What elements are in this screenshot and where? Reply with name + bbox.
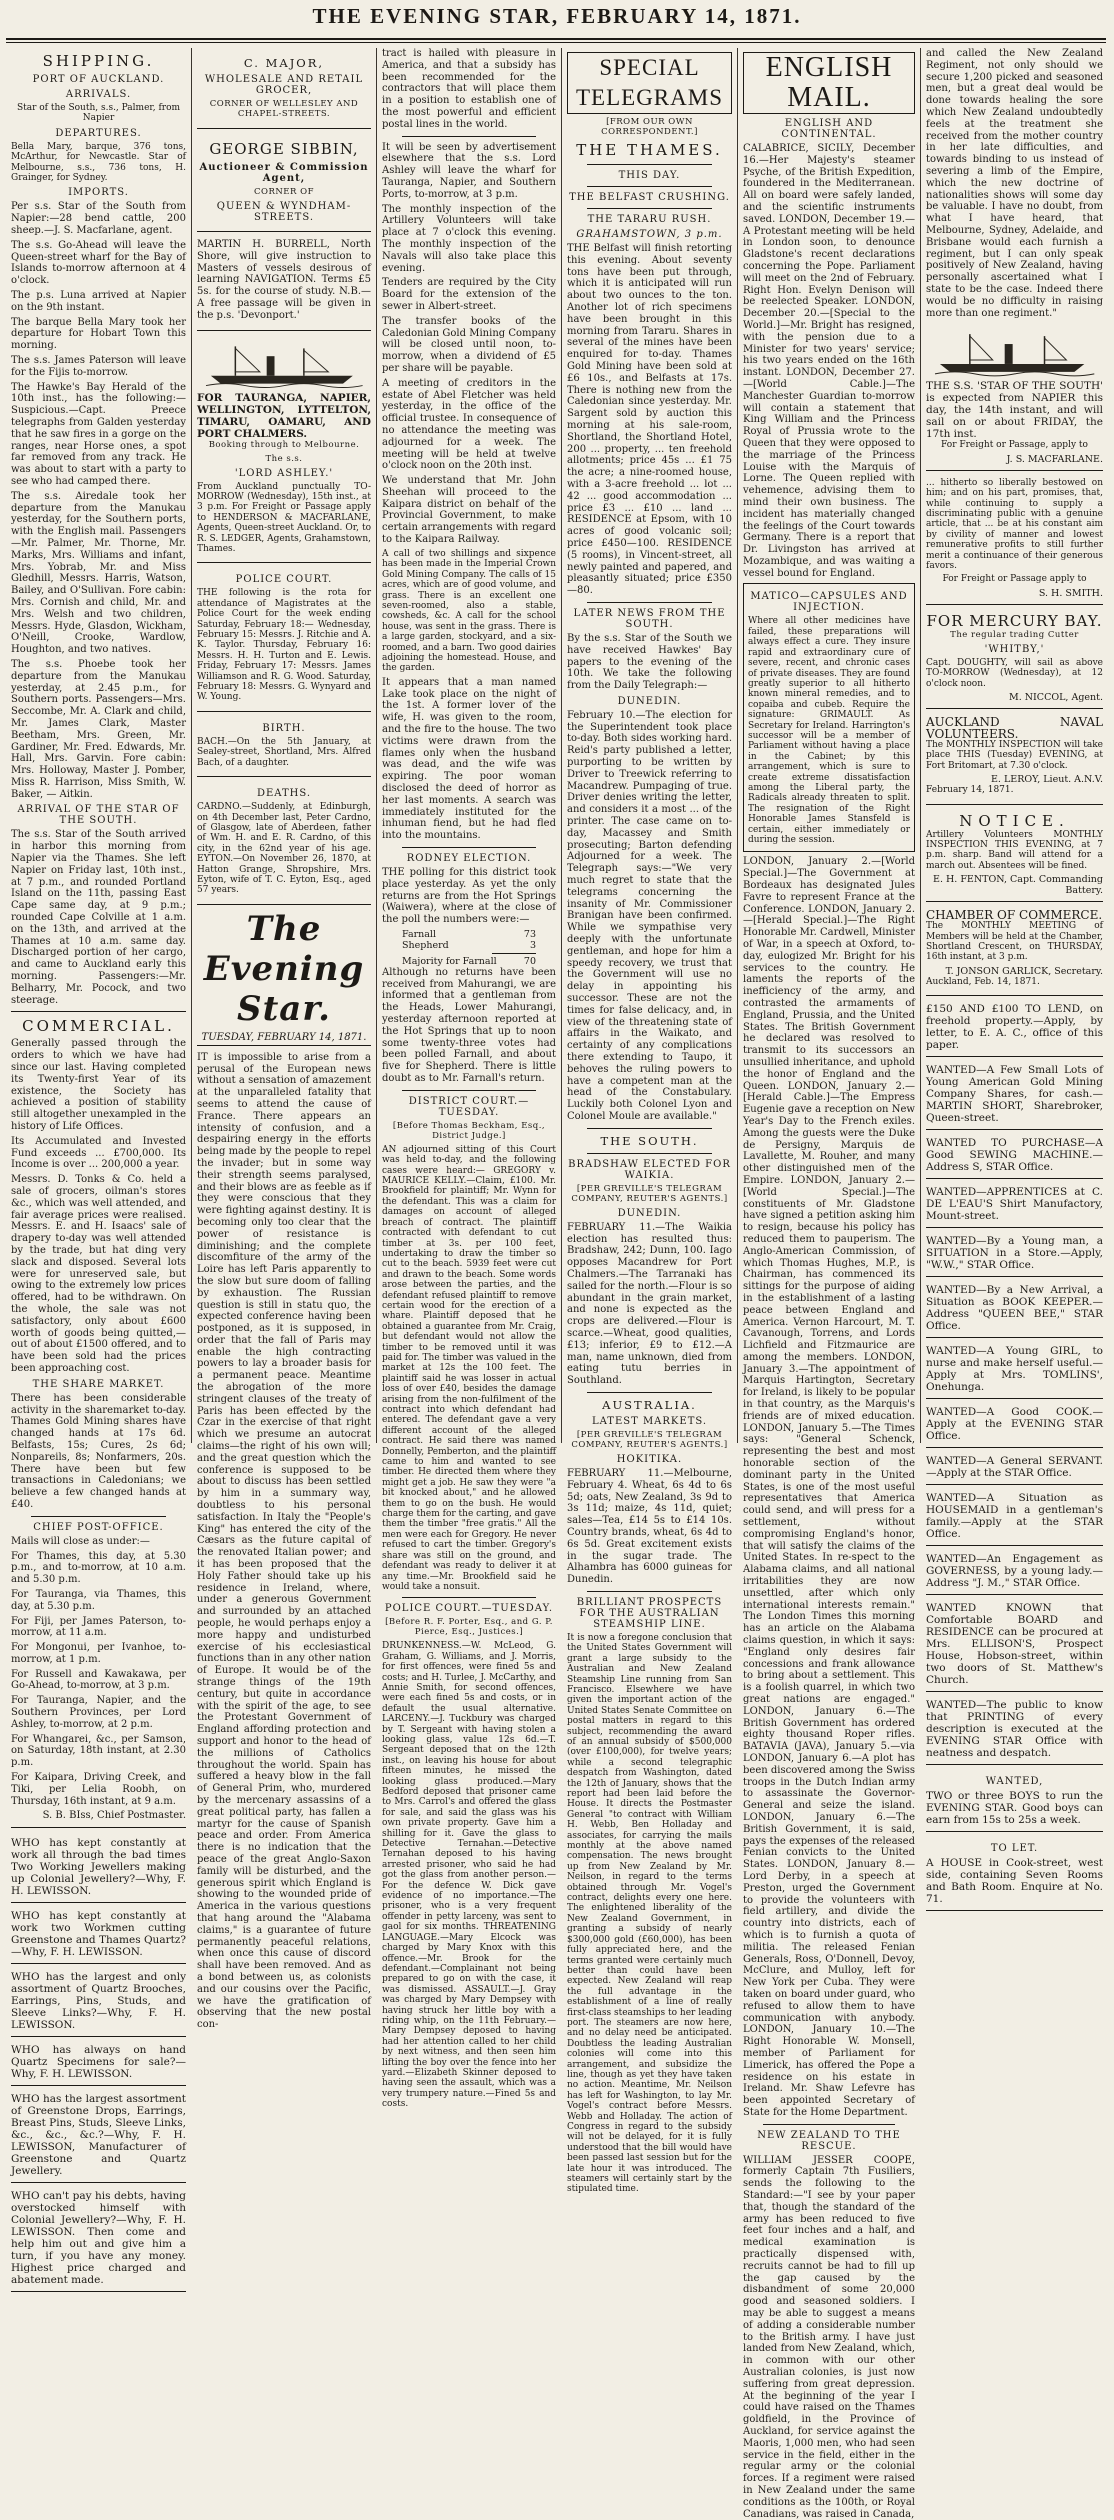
divider: [587, 1153, 712, 1154]
arrival-heading: ARRIVAL OF THE STAR OF THE SOUTH.: [17, 804, 180, 827]
chamber-sign: T. JONSON GARLICK, Secretary.: [945, 965, 1103, 977]
district-court-heading: DISTRICT COURT.—TUESDAY.: [408, 1095, 530, 1118]
major-address: CORNER OF WELLESLEY AND CHAPEL-STREETS.: [209, 99, 359, 119]
wanted-heading: WANTED,: [985, 1776, 1044, 1788]
column-3: [377, 48, 561, 2110]
column-4: [562, 48, 737, 2195]
divider: [763, 2124, 895, 2125]
arrivals-heading: ARRIVALS.: [65, 89, 132, 100]
mercury-sub: The regular trading Cutter: [950, 629, 1079, 640]
to-let-text: A HOUSE in Cook-street, west side, containing Seven Rooms and Bath Room. Enquire at No. 71.: [926, 1857, 1103, 1906]
wanted-ad: [926, 1341, 1103, 1399]
local-news: The transfer books of the Caledonian Gold Mining Company will be closed until noon, to-morrow, when a dividend of £5 per share will be payable.: [382, 315, 556, 374]
australia-heading: AUSTRALIA.: [602, 1397, 697, 1412]
shipping-news: The p.s. Luna arrived at Napier on the 9th instant.: [11, 290, 186, 313]
steamship-illustration: [935, 330, 1094, 376]
smith-ad: [926, 474, 1103, 605]
brilliant-heading: BRILLIANT PROSPECTS FOR THE AUSTRALIAN STEAMSHIP LINE.: [576, 1596, 723, 1630]
wanted-ad: [926, 1280, 1103, 1338]
departures-text: Bella Mary, barque, 376 tons, McArthur, for Newcastle. Star of Melbourne, s.s., 736 tons, H. Grainger, for Sydney.: [11, 141, 186, 184]
column-2: [192, 48, 376, 2031]
shipping-news: The s.s. Go-Ahead will leave the Queen-street wharf for the Bay of Islands to-morrow afternoon at 4 o'clock.: [11, 239, 186, 287]
police-rota-heading: POLICE COURT.: [235, 574, 333, 586]
wanted-ad: [926, 1060, 1103, 1130]
tauranga-booking: Booking through to Melbourne.: [208, 439, 360, 450]
post-office-intro: Mails will close as under:—: [11, 1535, 150, 1547]
mercury-ship: 'WHITBY,': [984, 643, 1045, 655]
poll-row: [402, 929, 536, 940]
arrivals-text: Star of the South, s.s., Palmer, from Napier: [16, 103, 181, 124]
masthead: [0, 4, 1114, 38]
major-name: C. MAJOR,: [243, 56, 325, 70]
sibbin-name: GEORGE SIBBIN,: [209, 140, 359, 158]
rodney-heading: RODNEY ELECTION.: [406, 852, 532, 864]
australia-sub: [PER GREVILLE'S TELEGRAM COMPANY, REUTER'S AGENTS.]: [571, 1429, 728, 1450]
leader-continued: tract is hailed with pleasure in America, and that a subsidy has been recommended for the contractors that will place them in a position to establish one of the most powerful and efficient postal lines in the world.: [382, 48, 556, 130]
divider: [402, 1597, 536, 1598]
candidate-name: Farnall: [402, 928, 437, 940]
wanted-text: WANTED TO PURCHASE—A Good SEWING MACHINE.—Address S, STAR Office.: [926, 1137, 1103, 1174]
wanted-boys-text: TWO or three BOYS to run the EVENING STAR. Good boys can earn from 15s to 25s a week.: [926, 1790, 1103, 1827]
smith-apply: For Freight or Passage apply to: [942, 574, 1087, 585]
divider: [587, 1128, 712, 1129]
local-news: We understand that Mr. John Sheehan will proceed to the Kaipara district on behalf of the Provincial Government, to make certain arrangements with regard to the Kaipara Railway.: [382, 475, 556, 546]
south-heading: THE SOUTH.: [600, 1133, 699, 1148]
naval-volunteers-ad: [926, 712, 1103, 805]
latest-markets: LATEST MARKETS.: [591, 1415, 708, 1427]
postmaster-signature: S. B. BIss, Chief Postmaster.: [42, 1810, 186, 1822]
jeweller-ad: [11, 1967, 186, 2037]
shipping-news: The s.s. Phoebe took her departure from the Manukau yesterday, at 2.45 p.m., for Southern ports. Passengers—Mrs. Seccombe, Mr. A. Clark and child, Mr. James Clark, Master Beetham, Mrs. Green, Mr. Gardiner, Mr. Fred. Edwards, Mr. Hall, Mrs. Garvin. Fore cabin: Mrs. Holloway, Master J. Pomber, Miss R. Harrison, Miss Smith, W. Baker, — Aitkin.: [11, 658, 186, 800]
masthead-rule-thin: [6, 42, 1106, 43]
english-mail-heading: ENGLISH MAIL.: [743, 52, 915, 114]
steamship-illustration: [206, 342, 363, 388]
tauranga-heading: FOR TAURANGA, NAPIER, WELLINGTON, LYTTELTON, TIMARU, OAMARU, AND PORT CHALMERS.: [197, 391, 371, 440]
rodney-text: THE polling for this district took place yesterday. As yet the only returns are from the Hot Springs (Waiwera), where at the close of the poll the numbers were:—: [382, 866, 556, 926]
english-continental: ENGLISH AND CONTINENTAL.: [781, 118, 877, 140]
wanted-boys-ad: [926, 1768, 1103, 1832]
paper-title: The Evening Star.: [203, 908, 365, 1029]
auctioneer-ad: [197, 132, 371, 232]
jeweller-ad: [11, 2186, 186, 2292]
napier-sign: J. S. MACFARLANE.: [1006, 453, 1103, 465]
wanted-text: WANTED—A General SERVANT.—Apply at the STAR Office.: [926, 1455, 1103, 1480]
rodney-text: Although no returns have been received from Mahurangi, we are informed that a gentleman from the Heads, Lower Mahurangi, yesterday afternoon reported at the Hot Springs that up to noon some twenty-three votes had been polled Farnall, and about five for Shepherd. There is little doubt as to Mr. Farnall's return.: [382, 966, 556, 1085]
mail-line: For Thames, this day, at 5.30 p.m., and to-morrow, at 10 a.m. and 5.30 p.m.: [11, 1550, 186, 1586]
loan-text: £150 AND £100 TO LEND, on freehold property.—Apply, by letter, to E. A. C., office of this paper.: [926, 1003, 1103, 1052]
ad-text: WHO has kept constantly at work all through the bad times Two Working Jewellers making up Colonial Jewellery?—Why, F. H. LEWISSON.: [11, 1837, 186, 1898]
wanted-text: WANTED—By a New Arrival, a Situation as BOOK KEEPER.—Address "QUEEN BEE," STAR Office.: [926, 1284, 1103, 1333]
masthead-rule: [6, 38, 1106, 40]
major-trade: WHOLESALE AND RETAIL GROCER,: [204, 74, 364, 96]
chamber-date: Auckland, Feb. 14, 1871.: [926, 976, 1040, 987]
naval-heading: AUCKLAND NAVAL VOLUNTEERS.: [926, 715, 1103, 742]
sibbin-corner: CORNER OF: [254, 187, 314, 197]
wanted-ad: [926, 1231, 1103, 1277]
imports-text: Per s.s. Star of the South from Napier:—28 bend cattle, 200 sheep.—J. S. Macfarlane, agent.: [11, 201, 186, 237]
divider: [587, 1591, 712, 1592]
hokitika-text: FEBRUARY 11.—Melbourne, February 4. Wheat, 6s 4d to 6s 5d; oats, New Zealand, 3s 9d to 3s 11d; maize, 4s 11d, quiet; sales—Tea, £14 5s to £14 10s. Country brands, wheat, 6s 4d to 6s 5d. Great excitement exists in the sugar trade. The Alhambra has 6000 guineas for Dunedin.: [567, 1467, 732, 1586]
dunedin-text: February 10.—The election for the Superintendent took place to-day. Both sides working hard. Reid's party published a letter, purporting to be written by Driver to Treewick referring to Macandrew. Pumpaging of true. Driver denies writing the letter, and considers it a most ... of the printer. The case came on to-day, Macassey and Smith prosecuting; Barton defending Adjourned for a week. The Telegraph says:—"We very much regret to state that the telegrams concerning the insanity of Mr. Commissioner Branigan have been confirmed. While we sympathise very deeply with the unfortunate gentleman, and hope for him a speedy recovery, we trust that the Government will use no delay in appointing his successor. These are not the times for false delicacy, and, in view of the threatening state of affairs in the Waikato, and certainty of any complications there extending to Taupo, it behoves the ruling powers to have a competent man at the head of the Constabulary. Luckily both Colonel Lyon and Colonel Moule are available.": [567, 709, 732, 1122]
smith-sign: S. H. SMITH.: [1038, 587, 1103, 599]
mercury-bay-ad: [926, 608, 1103, 709]
mail-line: For Tauranga, Napier, and the Southern Provinces, per Lord Ashley, to-morrow, at 2 p.m.: [11, 1695, 186, 1730]
jeweller-ad: [11, 1906, 186, 1964]
english-mail-text: CALABRICE, SICILY, December 16.—Her Majesty's steamer Psyche, of the British Expedition, foundered in the Mediterranean. All on board were safely landed, and the scientific instruments saved. LONDON, December 19.—A Protestant meeting will be held in London soon, to denounce Gladstone's recent declarations concerning the Pope. Parliament will meet on the 2nd of February. Right Hon. Evelyn Denison will be reelected Speaker. LONDON, December 20.—[Special to the World.]—Mr. Bright has resigned, with the pension due to a Minister for two years' service; his two years ended on the 16th instant. LONDON, December 27.—[World Cable.]—The Manchester Guardian to-morrow will contain a statement that King William and the Princess Royal of Prussia wrote to the Queen that they were opposed to the marriage of the Princess Louise with the Marquis of Lorne. The Queen replied with vehemence, advising them to mind their own business. The incident has materially changed the feelings of the Court towards Germany. There is a report that Dr. Livingston has arrived at Mozambique, and was waiting a vessel bound for England.: [743, 143, 915, 579]
wanted-text: WANTED—A Good COOK.—Apply at the EVENING STAR Office.: [926, 1406, 1103, 1443]
sibbin-address: QUEEN & WYNDHAM-STREETS.: [216, 201, 352, 223]
police-rota-text: THE following is the rota for attendance of Magistrates at the Police Court for the week ending Saturday, February 18:— Wednesday, February 15: Messrs. J. Ritchie and A. K. Taylor. Thursday, February 16: Messrs. H. H. Turton and E. Lewis. Friday, February 17: Messrs. James Williamson and R. G. Wood. Saturday, February 18: Messrs. G. Wynyard and W. Young.: [197, 588, 371, 703]
special-telegrams-heading: SPECIAL TELEGRAMS: [567, 52, 732, 114]
notice-text: Artillery Volunteers MONTHLY INSPECTION THIS EVENING, at 7 p.m. sharp. Band will attend for a march out. Absentees will be fined.: [926, 829, 1103, 871]
wanted-text: WANTED KNOWN that Comfortable BOARD and RESIDENCE can be procured at Mrs. ELLISON'S, Prospect House, Hobson-street, within two doors of St. Matthew's Church.: [926, 1602, 1103, 1687]
commercial-text: Messrs. D. Tonks & Co. held a sale of grocers, oilman's stores &c., which was well attended, and fair average prices were realised. Messrs. E. and H. Isaacs' sale of drapery to-day was well attended by the trade, but hat ding very slack and disposed. Several lots were for unreserved sale, but owing to the extremely low prices offered, had to be withdrawn. On the whole, the sale was not satisfactory, only about £600 worth of goods being quitted,—out of about £1500 offered, and to have been sold had the prices been approaching cost.: [11, 1174, 186, 1374]
commercial-text: Generally passed through the orders to which we have had since our last. Having completed its Twenty-first Year of its existence, the Society has achieved a position of stability still altogether unexampled in the history of Life Offices.: [11, 1038, 186, 1133]
wanted-ad: [926, 1695, 1103, 1765]
brilliant-text: It is now a foregone conclusion that the United States Government will grant a large subsidy to the Australian and New Zealand Steamship Line running from San Francisco. Elsewhere we have given the important action of the United States Senate Committee on postal matters in regard to this subject, recommending the award of an annual subsidy of $500,000 (over £100,000), for twelve years; while a second telegraphic despatch from Washington, dated the 12th of January, shows that the report had been laid before the House. It directs the Postmaster General "to contract with William H. Webb, Ben Holladay and associates, for carrying the mails monthly at the above named compensation. The news brought up from New Zealand by Mr. Neilson, in regard to the terms obtained through Mr. Vogel's contract, delights every one here. The enlightened liberality of the New Zealand Government, in granting a subsidy of nearly $300,000 gold (£60,000), has been fully appreciated here, and the terms granted were certainly much better than could have been expected. New Zealand will reap the full advantage in the establishment of a line of really first-class steamships to her leading port. The steamers are now here, and no delay need be anticipated. Doubtless the leading Australian colonies will come into this arrangement, and subsidize the line, though as yet they have taken no action. Meantime, Mr. Neilson has left for Washington, to lay Mr. Vogel's contract before Messrs. Webb and Holladay. The action of Congress in regard to the subsidy will not be delayed, for it is fully understood that the bill would have been passed last session but for the late hour it was introduced. The steamers will certainly start by the stipulated time.: [567, 1632, 732, 2195]
jeweller-ad: [11, 2040, 186, 2086]
tauranga-ss: The s.s.: [265, 453, 303, 464]
mail-line: For Mongonui, per Ivanhoe, to-morrow, at 1 p.m.: [11, 1642, 186, 1665]
wanted-ad: [926, 1133, 1103, 1179]
divider: [402, 1090, 536, 1091]
sum-rule: [492, 953, 536, 954]
tauranga-text: From Auckland punctually TO-MORROW (Wednesday), 15th inst., at 3 p.m. For Freight or Passage apply to HENDERSON & MACFARLANE, Agents, Queen-street Auckland. Or, to R. S. LEDGER, Agents, Grahamstown, Thames.: [197, 481, 371, 555]
poll-table: [382, 929, 556, 967]
local-news: It appears that a man named Lake took place on the night of the 1st. A former lover of the wife, H. was given to the room, and the fire to the house. The two victims were drawn from the flames only when the husband was dead, and the wife was expiring. The poor woman disclosed the deed of horror as her last moments. A search was immediately instituted for the inhuman fiend, but he had fled into the mountains.: [382, 676, 556, 842]
imports-heading: IMPORTS.: [68, 187, 129, 199]
wanted-text: WANTED—A Young GIRL, to nurse and make herself useful.—Apply at Mrs. TOMLINS', Onehunga.: [926, 1345, 1103, 1394]
chamber-text: The MONTHLY MEETING of Members will be held at the Chamber, Shortland Crescent, on THURSDAY, 16th instant, at 3 p.m.: [926, 921, 1103, 963]
jeweller-ad: [11, 2089, 186, 2183]
wanted-ad: [926, 1598, 1103, 1692]
ad-text: WHO has kept constantly at work two Workmen cutting Greenstone and Thames Quartz?—Why, F. H. LEWISSON.: [11, 1910, 186, 1959]
candidate-name: Shepherd: [402, 939, 449, 951]
police-rota-ad: [197, 566, 371, 711]
police-court-sub: [Before R. F. Porter, Esq., and G. P. Pierce, Esq., Justices.]: [385, 1617, 553, 1638]
thames-heading: THE THAMES.: [576, 141, 723, 159]
birth-heading: BIRTH.: [262, 722, 306, 734]
deaths-text: CARDNO.—Suddenly, at Edinburgh, on 4th December last, Peter Cardno, of Glasgow, late of Aberdeen, father of Wm. H. and E. R. Cardno, of this city, in the 62nd year of his age. EYTON.—On November 26, 1870, at Hatton Grange, Shropshire, Mrs. Eyton, wife of T. C. Eyton, Esq., aged 57 years.: [197, 802, 371, 896]
shipping-heading: SHIPPING.: [42, 52, 155, 70]
ad-text: WHO has the largest assortment of Greenstone Drops, Earrings, Breast Pins, Studs, Sleeve Links, &c., &c., &c.?—Why, F. H. LEWISSON, Manufacturer of Greenstone and Quartz Jewellery.: [11, 2093, 187, 2178]
commercial-heading: COMMERCIAL.: [22, 1017, 175, 1036]
wanted-text: WANTED—APPRENTICES at C. DE L'EAU'S Shirt Manufactory, Mount-street.: [926, 1186, 1103, 1223]
napier-apply: For Freight or Passage, apply to: [941, 440, 1088, 451]
wanted-text: WANTED—A Situation as HOUSEMAID in a gentleman's family.—Apply at the STAR Office.: [926, 1492, 1103, 1541]
napier-shipping-ad: [926, 322, 1103, 470]
wanted-ad: [926, 1402, 1103, 1448]
grahamstown-time: GRAHAMSTOWN, 3 p.m.: [576, 229, 723, 240]
candidate-votes: 3: [529, 939, 536, 951]
paper-date: TUESDAY, FEBRUARY 14, 1871.: [197, 1032, 371, 1046]
wanted-ad: [926, 1488, 1103, 1546]
divider: [31, 1516, 166, 1517]
mercury-sign: M. NICCOL, Agent.: [1008, 692, 1103, 704]
majority-value: 70: [523, 955, 536, 967]
later-news-heading: LATER NEWS FROM THE SOUTH.: [573, 607, 726, 630]
port-heading: PORT OF AUCKLAND.: [32, 74, 165, 85]
mercury-text: Capt. DOUGHTY, will sail as above TO-MORROW (Wednesday), at 12 o'clock noon.: [926, 657, 1103, 689]
police-court-text: DRUNKENNESS.—W. McLeod, G. Graham, G. Williams, and J. Morris, for first offences, were fined 5s and costs; and H. Turlee, J. McCarthy, and Annie Smith, for second offences, were each fined 5s and costs, or in default the usual alternative. LARCENY.—J. Tuckbury was charged by T. Sergeant with having stolen a looking glass, value 12s 6d.—T. Sergeant deposed that on the 12th inst., on leaving his house for about fifteen minutes, he missed the looking glass produced.—Mary Bedford deposed that prisoner came to Mrs. Carrol's and offered the glass for sale, and said the glass was his own private property. Gave him a shilling for it. Gave the glass to Detective Ternahan.—Detective Ternahan deposed to his having arrested prisoner, who said he had got the glass from another person.—For the defence W. Dick gave evidence of no importance.—The prisoner, who is a very frequent offender in petty larceny, was sent to gaol for six months. THREATENING LANGUAGE.—Mary Elcock was charged by Mary Knox with this offence.—Mr. Brook for the defendant.—Complainant not being prepared to go on with the case, it was dismissed. ASSAULT.—J. Gray was charged by Mary Dempsey with having struck her little boy with a riding whip, on the 11th February.—Mary Dempsey deposed to having had her attention called to her child by next witness, and then seen him lifting the boy over the fence into her yard.—Elizabeth Skinner deposed to having seen the assault, which was a very trumpery nature.—Fined 5s and costs.: [382, 1641, 556, 2110]
chamber-heading: CHAMBER OF COMMERCE.: [926, 908, 1103, 923]
column-1: [6, 48, 191, 2287]
divider: [587, 164, 712, 165]
mail-line: For Kaipara, Driving Creek, and Tiki, per Lelia Roobh, on Thursday, 16th instant, at 9 a.m.: [11, 1772, 186, 1807]
departures-heading: DEPARTURES.: [55, 127, 142, 139]
divider: [587, 1392, 712, 1393]
smith-text: ... hitherto so liberally bestowed on him; and on his part, promises, that, while continuing to supply a discriminating public with a genuine article, that ... be at his constant aim by civility of manner and lowest remunerative profits to still further merit a continuance of their generous favors.: [926, 477, 1103, 571]
police-court-heading: POLICE COURT.—TUESDAY.: [384, 1603, 554, 1615]
shipping-news: The s.s. Airedale took her departure from the Manukau yesterday, for the Southern ports, with the English mail. Passengers—Mr. Palmer, Mr. Thorne, Mr. Marks, Mrs. Williams and infant, Mrs. Yobrab, Mr. and Miss Gledhill, Messrs. Harris, Watson, Bailey, and O'Sullivan. Fore cabin: Mrs. Cornish and child, Mr. and Mrs. Welsh and two children, Messrs. Hyde, Glasdon, Wickham, O'Neill, Crooke, Wardlow, Houghton, and two natives.: [11, 490, 186, 656]
arrival-text: The s.s. Star of the South arrived in harbor this morning from Napier via the Thames. She left Napier on Friday last, 10th inst., at 7 p.m., and rounded Portland Island on the 11th, passing East Cape same day, at 9 p.m.; rounded Cape Colville at 1 a.m. on the 13th, and arrived at the Thames at 10 a.m. same day. Discharged portion of her cargo, and came to Auckland early this morning. Passengers:—Mr. Belharry, Mr. Pocock, and two steerage.: [11, 829, 186, 1006]
dunedin2-heading: DUNEDIN.: [617, 1207, 682, 1219]
napier-text: THE S.S. 'STAR OF THE SOUTH' is expected from NAPIER this day, the 14th instant, and will sail on or about FRIDAY, the 17th inst.: [926, 380, 1103, 441]
tauranga-ship: 'LORD ASHLEY.': [234, 467, 334, 479]
leader-article: IT is impossible to arise from a perusal of the European news without a sensation of amazement at the unparalleled fatality that seems to attend the cause of France. There appears an intensity of confusion, and a despairing energy in the efforts being made by the people to repel the invader; but in some way their strength seems paralysed, and their blows are as feeble as if they were conscious that they were fighting against destiny. It is becoming only too clear that the power of resistance is diminishing; and the complete discomfiture of the army of the Loire has left Paris apparently to the slow but sure doom of falling by exhaustion. The Russian question is still in statu quo, the expected conference having been postponed, as it is supposed, in order that the fall of Paris may enable the high contracting powers to lay a broader basis for a permanent peace. Meantime the abrogation of the more stringent clauses of the treaty of Paris has been effected by the Czar in the exercise of that right which we presume an autocrat claims—the right of his own will; and the great question which the conference is supposed to be about to discuss has been settled by him in a summary way, doubtless to his personal satisfaction. In Italy the "People's King" has entered the city of the Cæsars as the future capital of the renovated Italian power; and it has been proposed that the Holy Father should take up his residence in Ireland, where, under a generous Government and surrounded by an attached people, he would perhaps enjoy a more happy and undisturbed exercise of his ecclesiastical functions than in any other nation of Europe. It would be of the strange things of the 19th century, but quite in accordance with the spirit of the age, to see the Protestant Government of England affording protection and support and honor to the head of the millions of Catholics throughout the world. Spain has suffered a heavy blow in the fall of General Prim, who, murdered by the mercenary assassins of a great political party, has fallen a martyr for the cause of Spanish peace and order. From America there is no indication that the peace of the great Anglo-Saxon family will be disturbed, and the generous spirit which England is showing to the wounded pride of America in the various questions that hang around the "Alabama claims," is a guarantee of future permanently peaceful relations, when once this cause of discord shall have been removed. And as a bond between us, as colonists and our cousins over the Pacific, we have the gratification of observing that the new postal con-: [197, 1051, 371, 2031]
belfast-heading: THE BELFAST CRUSHING.: [569, 192, 730, 203]
matico-text: Where all other medicines have failed, these preparations will always effect a cure. They insure rapid and extraordinary cure of severe, recent, and chronic cases of private diseases. They are found greatly superior to all hitherto known mineral remedies, and to copaiba and cubeb. Require the signature: GRIMAULT. As Secretary for Ireland. Harrington's successor will be a member of Parliament without having a place in the Cabinet; by this arrangement, which is sure to create extreme dissatisfaction among the Liberal party, the Radicals already threaten to split. The resignation of the Right Honorable James Stansfeld is certain, either immediately or during the session.: [748, 616, 910, 846]
naval-date: February 14, 1871.: [926, 785, 1014, 796]
deaths-heading: DEATHS.: [256, 788, 312, 800]
navigation-text: MARTIN H. BURRELL, North Shore, will give instruction to Masters of vessels desirous of learning NAVIGATION. Terms £5 5s. for the course of study. N.B.—A free passage will be given in the p.s. 'Devonport.': [197, 239, 371, 321]
poll-row: [402, 940, 536, 951]
wanted-text: WANTED—By a Young man, a SITUATION in a Store.—Apply, "W.W.," STAR Office.: [926, 1235, 1103, 1272]
death-notice: [197, 780, 371, 905]
mail-line: For Tauranga, via Thames, this day, at 5.30 p.m.: [11, 1588, 186, 1612]
sibbin-trade: Auctioneer & Commission Agent,: [199, 162, 369, 184]
local-news: A call of two shillings and sixpence has been made in the Imperial Crown Gold Mining Company. The calls of 15 acres, which are of good volume, and grass. There is an excellent one seven-roomed, also a stable, cowsheds, &c. A call for the school house, was sent in the grass. There is a large garden, stockyard, and a six-roomed, and a barn. Two good dairies adjoining the homestead. House, and the garden.: [382, 548, 556, 674]
mail-line: For Whangarei, &c., per Samson, on Saturday, 18th instant, at 2.30 p.m.: [11, 1733, 186, 1769]
masthead-title: THE EVENING STAR, FEBRUARY 14, 1871.: [312, 4, 802, 28]
commercial-text: Its Accumulated and Invested Fund exceeds ... £700,000. Its Income is over ... 200,000 a year.: [11, 1135, 186, 1171]
ad-text: WHO has always on hand Quartz Specimens for sale?—Why, F. H. LEWISSON.: [11, 2044, 186, 2081]
divider: [402, 847, 536, 848]
divider: [587, 186, 712, 187]
grocer-ad: [197, 48, 371, 129]
hokitika-heading: HOKITIKA.: [616, 1453, 683, 1465]
local-news: Tenders are required by the City Board for the extension of the sewer in Albert-street.: [382, 277, 556, 312]
notice-sign: E. H. FENTON, Capt. Commanding Battery.: [933, 874, 1103, 897]
column-6: [921, 48, 1108, 1906]
rescue-heading: NEW ZEALAND TO THE RESCUE.: [757, 2129, 901, 2152]
navigation-ad: [197, 235, 371, 331]
divider: [587, 602, 712, 603]
tararu-heading: THE TARARU RUSH.: [587, 214, 712, 225]
tauranga-ad: [197, 334, 371, 564]
special-sub: [FROM OUR OWN CORRESPONDENT.]: [601, 117, 698, 137]
mail-line: For Fiji, per James Paterson, to-morrow, at 11 a.m.: [11, 1615, 186, 1639]
wanted-text: WANTED—A Few Small Lots of Young American Gold Mining Company Shares, for cash.—MARTIN SHORT, Sharebroker, Queen-street.: [926, 1064, 1103, 1125]
majority-row: [402, 956, 536, 967]
birth-notice: [197, 715, 371, 777]
rescue-text: WILLIAM JESSER COOPE, formerly Captain 7th Fusiliers, sends the following to the Standard:—"I see by your paper that, though the standard of the army has been reduced to five feet four inches and a half, and medical examination is practically dispensed with, recruits cannot be had to fill up the gap caused by the disbandment of some 20,000 good and seasoned soldiers. I may be able to suggest a means of adding a considerable number to the British army. I have just landed from New Zealand, which, in common with our other Australian colonies, is just now suffering from great depression. At the beginning of the year I could have raised on the Thames goldfield, in the Province of Auckland, for service against the Maoris, 1,000 men, who had seen service in the field, either in the regular army or the colonial forces. If a regiment were raised in New Zealand under the same conditions as the 100th, or Royal Canadians, was raised in Canada,: [743, 2154, 915, 2520]
naval-sign: E. LEROY, Lieut. A.N.V.: [990, 774, 1103, 786]
to-let-ad: [926, 1835, 1103, 1911]
dunedin2-text: FEBRUARY 11.—The Waikia election has resulted thus: Bradshaw, 242; Dunn, 100. Iago opposes Macandrew for Port Chalmers.—The Tarranaki has sailed for the north.—Flour is so abundant in the grain market, and none is expected as the crops are delivered.—Flour is scarce.—Wheat, good qualities, £13; inferior, £9 to £12.—A man, name unknown, died from eating tutu berries in Southland.: [567, 1221, 732, 1387]
shipping-news: The s.s. James Paterson will leave for the Fijis to-morrow.: [11, 355, 186, 378]
divider: [402, 136, 536, 137]
local-news: A meeting of creditors in the estate of Abel Fletcher was held yesterday, in the office of the official trustee. In consequence of no attendance the meeting was adjourned for a week. The meeting will be held at twelve o'clock noon on the 20th inst.: [382, 377, 556, 472]
wanted-ad: [926, 1182, 1103, 1228]
this-day: THIS DAY.: [618, 170, 681, 181]
chamber-of-commerce-ad: [926, 905, 1103, 996]
wanted-ad: [926, 1451, 1103, 1485]
district-court-text: AN adjourned sitting of this Court was held to-day, and the following cases were heard:— GREGORY v. MAURICE KELLY.—Claim, £100. Mr. Brookfield for plaintiff; Mr. Wynn for the defendant. This was a claim for damages on account of alleged breach of contract. The plaintiff contracted with defendant to cut timber at 3s. per 100 feet, undertaking to draw the timber so cut to the beach. 5939 feet were cut and drawn to the beach. Some words arose between the parties, and the defendant refused plaintiff to remove certain wood for the erection of a whare. Plaintiff deposed that he obtained a guarantee from Mr. Craig, but defendant would not allow the timber to be removed until it was paid for. The timber was valued in the market at 12s the 100 feet. The plaintiff said he was losser in actual loss of over £40, besides the damage arising from the non-fulfilment of the contract into which defendant had entered. The defendant gave a very different account of the alleged contract. He said there was named Donnelly, Pemberton, and the plaintiff came to him and wanted to see timber. He directed them where they might get a job. He saw they were "a bit knocked about," and he allowed them to go on the bush. He would charge them for the carting, and gave them the timber "free gratis." All the men were each for Gregory. He never refused to cart the timber. Gregory's share was still on the ground, and defendant was ready to deliver it at any time.—Mr. Brookfield said he would take a nonsuit.: [382, 1144, 556, 1592]
matico-heading: MATICO—CAPSULES AND INJECTION.: [750, 591, 908, 614]
birth-text: BACH.—On the 5th January, at Sealey-street, Shortland, Mrs. Alfred Bach, of a daughter.: [197, 736, 371, 768]
naval-text: The MONTHLY INSPECTION will take place THIS (Tuesday) EVENING, at Fort Britomart, at 7.30 o'clock.: [926, 740, 1103, 771]
local-news: It will be seen by advertisement elsewhere that the s.s. Lord Ashley will leave the wharf for Tauranga, Napier, and Southern Ports, to-morrow, at 3 p.m.: [382, 141, 556, 200]
dunedin-heading: DUNEDIN.: [617, 695, 682, 707]
rescue-continued: and called the New Zealand Regiment, not only should we secure 1,200 picked and seasoned men, but a great deal would be done towards healing the sore which New Zealand undoubtedly feels at the treatment she received from the mother country in her late difficulties, and towards binding to us instead of severing a limb of the Empire, which the new doctrine of nationalities shows will some day be valuable. I have no doubt, from what I have heard, that Melbourne, Sydney, Adelaide, and Brisbane would each furnish a regiment, but I can only speak positively of New Zealand, having personally ascertained what I state to be the case. Indeed there would be no difficulty in raising more than one regiment.": [926, 48, 1103, 319]
notice-heading: NOTICE.: [959, 811, 1070, 830]
english-mail-text: LONDON, January 2.—[World Special.]—The Government at Bordeaux has designated Jules Favre to represent France at the Conference. LONDON, January 2.—[Herald Special.]—The Right Honorable Mr. Cardwell, Minister of War, in a speech at Oxford, to-day, eulogized Mr. Bright for his services to the country. He laments the reports of the inefficiency of the army, and contrasted the armaments of England, Prussia, and the United States. The British Government he declared was resolved to transmit to its successors an unsullied inheritance, and uphold the honor of England and the Queen. LONDON, January 2.—[Herald Cable.]—The Empress Eugenie gave a reception on New Year's Day to the French exiles. Among the guests were the Duke de Persigny, Marquis de Lavallette, M. Rouher, and many other distinguished men of the Empire. LONDON, January 2.—[World Special.]—The constituents of Mr. Gladstone have signed a petition asking him to resign, because his policy has reduced them to pauperism. The Anglo-American Commission, of which Thomas Hughes, M.P., is Chairman, has commenced its sittings for the purpose of aiding in the establishment of a lasting peace between England and America. Vernon Harcourt, M. T. Cavanough, Torrens, and Lords Lichfield and Fitzmaurice are among the members. LONDON, January 3.—The appointment of Marquis Hartington, Secretary for Ireland, is likely to be popular in that country, as the Marquis's friends are of mixed education. LONDON, January 5.—The Times says: "General Schenck, representing the best and most honorable section of the dominant party in the United States, is one of the most useful representatives that America could send, and will press for a settlement, without compromising England's honor, that will satisfy the claims of the United States. In re-spect to the Alabama claims, and all national irritabilities they are now unsettled, after which only international interests remain." The London Times this morning has an article on the Alabama claims question, in which it says: "England only desires fair concessions and frank allowance to bring about a settlement. This is a foolish quarrel, in which two great nations are engaged." LONDON, January 6.—The British Government has ordered eighty thousand Roper rifles. BATAVIA (JAVA), January 5.—via LONDON, January 6.—A plot has been discovered among the Swiss troops in the Dutch Indian army to assassinate the Governor-General and seize the island. LONDON, January 6.—The British Government, it is said, pays the expenses of the released Fenian convicts to the United States. LONDON, January 8.—Lord Derby, in a speech at Preston, urged the Government to provide the volunteers with field artillery, and divide the country into districts, each of which is to furnish a quota of militia. The released Fenian Generals, Ross, O'Donnell, Devoy, McClure, and Mulloy, left for New York per Cuba. They were taken on board under guard, who refused to allow them to have communication with anybody. LONDON, January 10.—The Right Honorable W. Monsell, member of Parliament for Limerick, has offered the Pope a residence on his estate in Ireland. Mr. Shaw Lefevre has been appointed Secretary of State for the Home Department.: [743, 856, 915, 2118]
to-let-heading: TO LET.: [990, 1843, 1039, 1855]
local-news: The monthly inspection of the Artillery Volunteers will take place at 7 o'clock this evening. The monthly inspection of the Navals will also take place this evening.: [382, 203, 556, 274]
wanted-text: WANTED—The public to know that PRINTING of every description is executed at the EVENING STAR Office with neatness and despatch.: [926, 1699, 1103, 1760]
district-court-sub: [Before Thomas Beckham, Esq., District Judge.]: [392, 1120, 546, 1141]
majority-label: Majority for Farnall: [402, 955, 497, 967]
candidate-votes: 73: [523, 928, 536, 940]
share-market-heading: THE SHARE MARKET.: [32, 1378, 165, 1390]
thames-text: THE Belfast will finish retorting this evening. About seventy tons have been put through, which it is anticipated will run about two ounces to the ton. Another lot of rich specimens have been brought in this morning from Tararu. Shares in several of the mines have been enquired for to-day. Thames Gold Mining have been sold at £6 10s., and Belfasts at 17s. There is nothing new from the Caledonian since yesterday. Mr. Sargent sold by auction this morning at his sale-room, Shortland, the Shortland Hotel, 200 ... property, ... ten freehold allotments; price 45s ... £1 75 the acre; a nine-roomed house, with a 3-acre freehold ... lot ... 42 ... good accommodation ... price £3 ... £10 ... land ... RESIDENCE at Epsom, with 10 acres of good volcanic soil; price £450—100. RESIDENCE (5 rooms), in Vincent-street, all newly painted and papered, and pleasantly situated; price £350—80.: [567, 243, 732, 597]
ad-text: WHO can't pay his debts, having overstocked himself with Colonial Jewellery?—Why, F. H. LEWISSON. Then come and help him out and give him a turn, if you have any money. Highest price charged and abatement made.: [11, 2190, 186, 2287]
loan-ad: [926, 999, 1103, 1057]
bradshaw-sub: [PER GREVILLE'S TELEGRAM COMPANY, REUTER'S AGENTS.]: [571, 1183, 728, 1204]
divider: [11, 1827, 186, 1828]
shipping-news: The barque Bella Mary took her departure for Hobart Town this morning.: [11, 316, 186, 352]
wanted-ad: [926, 1549, 1103, 1595]
post-office-heading: CHIEF POST-OFFICE.: [33, 1521, 164, 1533]
divider: [587, 208, 712, 209]
column-5: [738, 48, 920, 2520]
matico-ad: [743, 583, 915, 852]
mercury-heading: FOR MERCURY BAY.: [926, 611, 1103, 630]
jeweller-ad: [11, 1833, 186, 1903]
wanted-text: WANTED—An Engagement as GOVERNESS, by a young lady.—Address "J. M.," STAR Office.: [926, 1553, 1103, 1590]
mail-line: For Russell and Kawakawa, per Go-Ahead, to-morrow, at 3 p.m.: [11, 1668, 186, 1692]
artillery-notice-ad: [926, 808, 1103, 903]
ad-text: WHO has the largest and only assortment of Quartz Brooches, Earrings, Pins, Studs, and Sleeve Links?—Why, F. H. LEWISSON.: [11, 1971, 186, 2032]
divider: [11, 1011, 186, 1012]
share-market-text: There has been considerable activity in the sharemarket to-day. Thames Gold Mining shares have changed hands at 17s 6d. Belfasts, 15s; Cures, 2s 6d; Nonpareils, 8s; Nonfarmers, 20s. There have been but few transactions in Caledonians; we believe a few changed hands at £40.: [11, 1392, 186, 1510]
shipping-news: The Hawke's Bay Herald of the 10th inst., has the following:—Suspicious.—Capt. Preece telegraphs from Galden yesterday that he saw fires in a gorge on the ranges, near Horse ones, a spot far removed from any track. He was about to start with a party to see who had camped there.: [11, 381, 186, 487]
later-news-text: By the s.s. Star of the South we have received Hawkes' Bay papers to the evening of the 10th. We take the following from the Daily Telegraph:—: [567, 632, 732, 692]
bradshaw-heading: BRADSHAW ELECTED FOR WAIKIA.: [568, 1158, 731, 1181]
